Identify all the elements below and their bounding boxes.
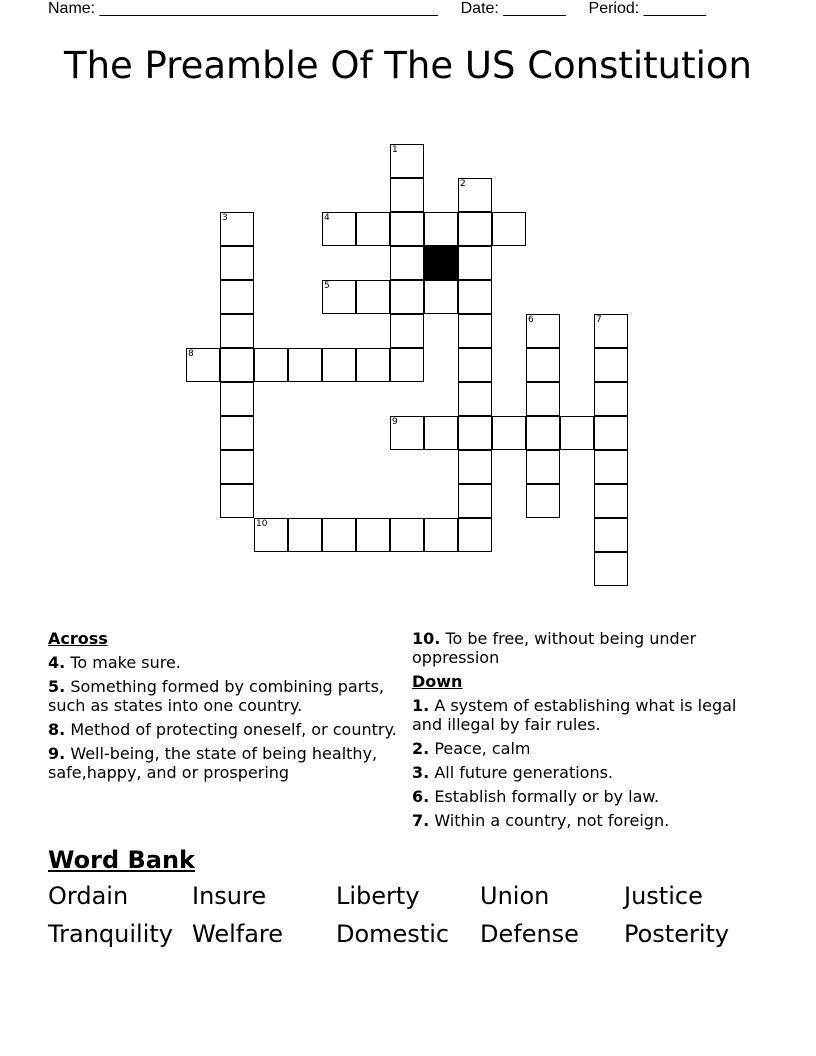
period-blank[interactable]: _______: [643, 0, 706, 17]
crossword-cell[interactable]: [458, 348, 492, 382]
word-bank-word: Union: [480, 882, 550, 910]
crossword-cell[interactable]: [288, 518, 322, 552]
crossword-cell[interactable]: [220, 212, 254, 246]
clue-text: A system of establishing what is legal and illegal by fair rules.: [412, 696, 737, 734]
crossword-cell[interactable]: [220, 416, 254, 450]
word-bank-word: Domestic: [336, 920, 450, 948]
cell-number: 2: [460, 179, 466, 189]
name-blank[interactable]: ______________________________________: [99, 0, 438, 17]
crossword-cell[interactable]: [390, 212, 424, 246]
clue-number: 4.: [48, 653, 66, 672]
crossword-cell[interactable]: [594, 552, 628, 586]
clue-text: To make sure.: [70, 653, 181, 672]
crossword-cell[interactable]: [356, 518, 390, 552]
crossword-cell[interactable]: [424, 280, 458, 314]
crossword-cell[interactable]: [288, 348, 322, 382]
crossword-cell[interactable]: [526, 314, 560, 348]
crossword-cell[interactable]: [526, 484, 560, 518]
crossword-cell[interactable]: [390, 314, 424, 348]
down-clue: [412, 763, 752, 782]
across-heading: Across: [48, 629, 108, 648]
crossword-cell[interactable]: [356, 212, 390, 246]
crossword-cell[interactable]: [594, 450, 628, 484]
crossword-cell[interactable]: [526, 348, 560, 382]
crossword-cell[interactable]: [356, 348, 390, 382]
crossword-cell[interactable]: [220, 246, 254, 280]
crossword-cell[interactable]: [254, 518, 288, 552]
crossword-cell[interactable]: [186, 348, 220, 382]
crossword-cell[interactable]: [458, 178, 492, 212]
down-clue: [412, 811, 752, 830]
date-label: Date:: [460, 0, 499, 17]
cell-number: 3: [222, 213, 228, 223]
clue-number: 6.: [412, 787, 430, 806]
page-title: The Preamble Of The US Constitution: [63, 44, 753, 87]
clue-text: Well-being, the state of being healthy, safe,happy, and or prospering: [48, 744, 378, 782]
clue-number: 8.: [48, 720, 66, 739]
crossword-cell[interactable]: [390, 280, 424, 314]
crossword-cell[interactable]: [458, 518, 492, 552]
crossword-cell[interactable]: [526, 382, 560, 416]
clue-number: 2.: [412, 739, 430, 758]
crossword-cell[interactable]: [254, 348, 288, 382]
down-clue: [412, 696, 752, 734]
crossword-cell[interactable]: [220, 280, 254, 314]
down-heading: Down: [412, 672, 463, 691]
cell-number: 7: [596, 315, 602, 325]
across-clue: [48, 744, 398, 782]
crossword-cell[interactable]: [458, 382, 492, 416]
crossword-cell[interactable]: [390, 348, 424, 382]
crossword-cell[interactable]: [594, 348, 628, 382]
cell-number: 5: [324, 281, 330, 291]
across-clue: [48, 720, 398, 739]
crossword-cell[interactable]: [220, 348, 254, 382]
word-bank-word: Welfare: [192, 920, 284, 948]
crossword-cell[interactable]: [220, 450, 254, 484]
crossword-cell[interactable]: [594, 382, 628, 416]
crossword-cell[interactable]: [390, 178, 424, 212]
crossword-cell[interactable]: [594, 484, 628, 518]
clue-number: 5.: [48, 677, 66, 696]
word-bank: [48, 880, 768, 950]
across-clue: [412, 629, 752, 667]
crossword-cell[interactable]: [594, 314, 628, 348]
crossword-cell[interactable]: [390, 246, 424, 280]
crossword-cell[interactable]: [220, 382, 254, 416]
clue-number: 3.: [412, 763, 430, 782]
crossword-cell[interactable]: [526, 416, 560, 450]
word-bank-word: Insure: [192, 882, 267, 910]
crossword-cell[interactable]: [356, 280, 390, 314]
crossword-cell[interactable]: [424, 518, 458, 552]
across-clue: [48, 653, 398, 672]
crossword-cell[interactable]: [322, 518, 356, 552]
cell-number: 10: [256, 519, 268, 529]
crossword-cell[interactable]: [492, 416, 526, 450]
clue-text: To be free, without being under oppression: [412, 629, 697, 667]
clue-number: 1.: [412, 696, 430, 715]
clue-text: Method of protecting oneself, or country.: [70, 720, 397, 739]
crossword-cell[interactable]: [424, 416, 458, 450]
clue-text: Within a country, not foreign.: [434, 811, 670, 830]
crossword-cell[interactable]: [458, 246, 492, 280]
word-bank-word: Ordain: [48, 882, 129, 910]
crossword-cell[interactable]: [594, 416, 628, 450]
cell-number: 9: [392, 417, 398, 427]
clue-number: 10.: [412, 629, 441, 648]
clue-number: 7.: [412, 811, 430, 830]
date-blank[interactable]: _______: [503, 0, 566, 17]
crossword-cell[interactable]: [458, 416, 492, 450]
clues-left-column: [48, 629, 398, 787]
crossword-cell[interactable]: [526, 450, 560, 484]
word-bank-word: Posterity: [624, 920, 730, 948]
crossword-cell[interactable]: [390, 144, 424, 178]
crossword-cell[interactable]: [322, 280, 356, 314]
clue-number: 9.: [48, 744, 66, 763]
word-bank-word: Justice: [624, 882, 703, 910]
crossword-cell[interactable]: [390, 518, 424, 552]
crossword-cell[interactable]: [322, 212, 356, 246]
cell-number: 1: [392, 145, 398, 155]
cell-number: 4: [324, 213, 330, 223]
word-bank-title: Word Bank: [48, 846, 196, 874]
down-clue: [412, 739, 752, 758]
across-clue: [48, 677, 398, 715]
word-bank-word: Tranquility: [48, 920, 173, 948]
word-bank-word: Defense: [480, 920, 579, 948]
clue-text: Establish formally or by law.: [434, 787, 660, 806]
crossword-cell[interactable]: [458, 212, 492, 246]
word-bank-word: Liberty: [336, 882, 420, 910]
crossword-cell[interactable]: [458, 280, 492, 314]
clues-right-column: [412, 629, 752, 835]
down-clue: [412, 787, 752, 806]
clue-text: All future generations.: [434, 763, 614, 782]
crossword-cell[interactable]: [424, 212, 458, 246]
worksheet-header: [48, 0, 706, 20]
crossword-cell[interactable]: [220, 314, 254, 348]
crossword-cell[interactable]: [458, 450, 492, 484]
crossword-cell[interactable]: [492, 212, 526, 246]
cell-number: 6: [528, 315, 534, 325]
name-label: Name:: [48, 0, 96, 17]
crossword-cell[interactable]: [220, 484, 254, 518]
crossword-cell[interactable]: [560, 416, 594, 450]
cell-number: 8: [188, 349, 194, 359]
crossword-cell[interactable]: [458, 484, 492, 518]
crossword-cell[interactable]: [390, 416, 424, 450]
crossword-cell[interactable]: [322, 348, 356, 382]
clue-text: Something formed by combining parts, such as states into one country.: [48, 677, 385, 715]
crossword-block-cell: [424, 246, 458, 280]
period-label: Period:: [588, 0, 640, 17]
clue-text: Peace, calm: [434, 739, 531, 758]
crossword-cell[interactable]: [594, 518, 628, 552]
crossword-cell[interactable]: [458, 314, 492, 348]
